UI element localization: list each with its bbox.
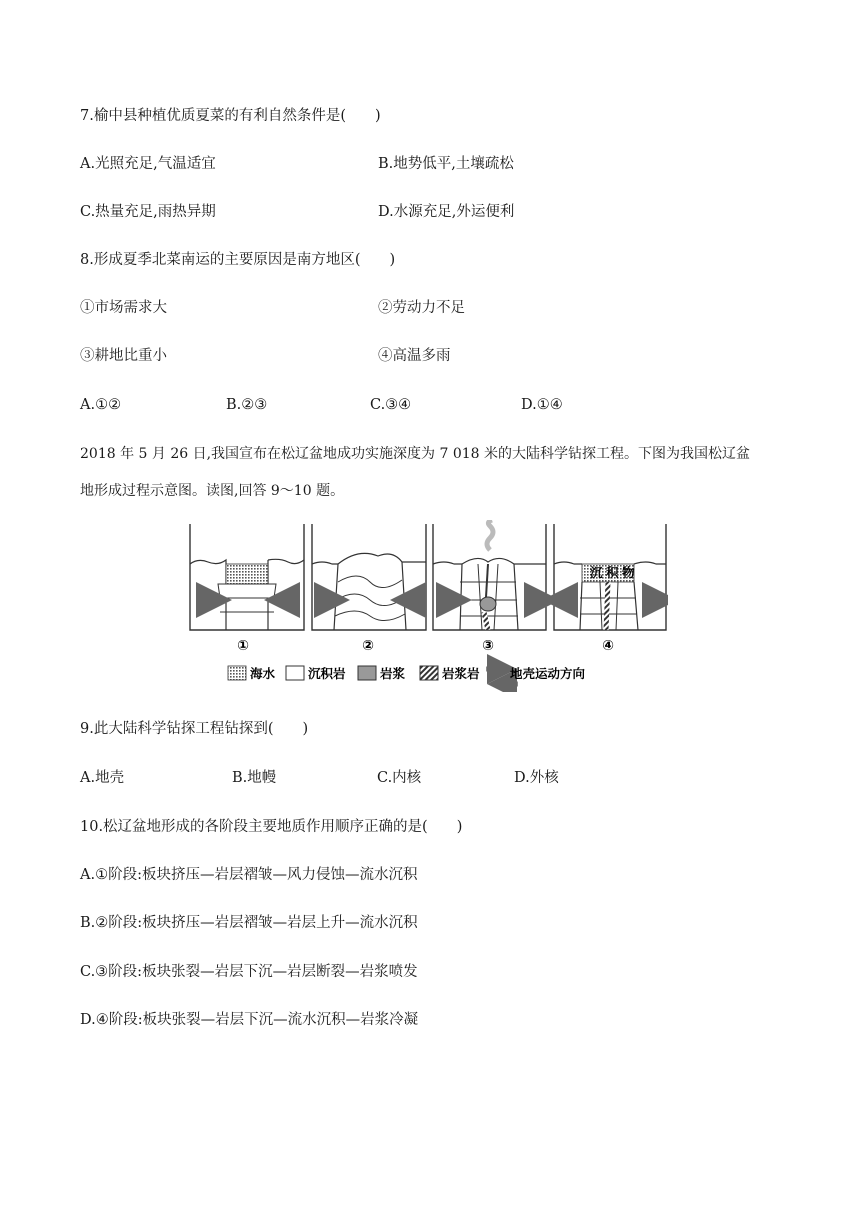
sediment-char-1: 沉 — [590, 565, 603, 580]
legend-seawater-swatch — [228, 666, 246, 680]
basin-formation-figure — [188, 520, 668, 692]
q10-option-d: D.④阶段:板块张裂—岩层下沉—流水沉积—岩浆冷凝 — [80, 1012, 419, 1028]
q7-option-d: D.水源充足,外运便利 — [378, 204, 515, 220]
q10-option-a: A.①阶段:板块挤压—岩层褶皱—风力侵蚀—流水沉积 — [80, 867, 418, 883]
q9-option-b: B.地幔 — [232, 770, 277, 786]
figure-legend — [228, 666, 586, 684]
q7-option-b: B.地势低平,土壤疏松 — [378, 156, 514, 172]
q8-option-b: B.②③ — [226, 397, 268, 413]
intro-line-2: 地形成过程示意图。读图,回答 9～10 题。 — [80, 483, 345, 499]
q8-option-d: D.①④ — [521, 397, 563, 413]
intro-line-1: 2018 年 5 月 26 日,我国宣布在松辽盆地成功实施深度为 7 018 米的大陆科学钻探工程。下图为我国松辽盆 — [80, 446, 751, 462]
legend-movement: 地壳运动方向 — [510, 666, 586, 681]
legend-magma-swatch — [358, 666, 376, 680]
q8-item-4: ④高温多雨 — [378, 348, 451, 364]
panel-label-2: ② — [362, 638, 374, 654]
legend-sedimentary: 沉积岩 — [308, 666, 346, 681]
legend-sedimentary-swatch — [286, 666, 304, 680]
q8-item-3: ③耕地比重小 — [80, 348, 167, 364]
legend-magmatic-rock-swatch — [420, 666, 438, 680]
q9-option-a: A.地壳 — [80, 770, 125, 786]
panel-1-diagram — [190, 524, 304, 630]
panel-label-1: ① — [237, 638, 249, 654]
q10-option-b: B.②阶段:板块挤压—岩层褶皱—岩层上升—流水沉积 — [80, 915, 418, 931]
panel-2-diagram — [312, 524, 426, 630]
q10-stem: 10.松辽盆地形成的各阶段主要地质作用顺序正确的是( ) — [80, 819, 463, 835]
q8-option-a: A.①② — [80, 397, 122, 413]
q8-item-1: ①市场需求大 — [80, 300, 167, 316]
q8-item-2: ②劳动力不足 — [378, 300, 465, 316]
sediment-char-3: 物 — [622, 565, 635, 580]
panel-label-3: ③ — [482, 638, 494, 654]
panel-label-4: ④ — [602, 638, 614, 654]
panel-3-diagram — [433, 520, 546, 630]
legend-magmatic-rock: 岩浆岩 — [442, 666, 480, 681]
q9-option-c: C.内核 — [377, 770, 422, 786]
q8-stem: 8.形成夏季北菜南运的主要原因是南方地区( ) — [80, 252, 396, 268]
q8-option-c: C.③④ — [370, 397, 412, 413]
legend-magma: 岩浆 — [380, 666, 406, 681]
sediment-char-2: 积 — [606, 565, 619, 580]
q10-option-c: C.③阶段:板块张裂—岩层下沉—岩层断裂—岩浆喷发 — [80, 964, 418, 980]
q9-stem: 9.此大陆科学钻探工程钻探到( ) — [80, 721, 309, 737]
legend-seawater: 海水 — [250, 666, 276, 681]
q7-option-a: A.光照充足,气温适宜 — [80, 156, 216, 172]
q9-option-d: D.外核 — [514, 770, 559, 786]
q7-stem: 7.榆中县种植优质夏菜的有利自然条件是( ) — [80, 108, 381, 124]
q7-option-c: C.热量充足,雨热异期 — [80, 204, 216, 220]
